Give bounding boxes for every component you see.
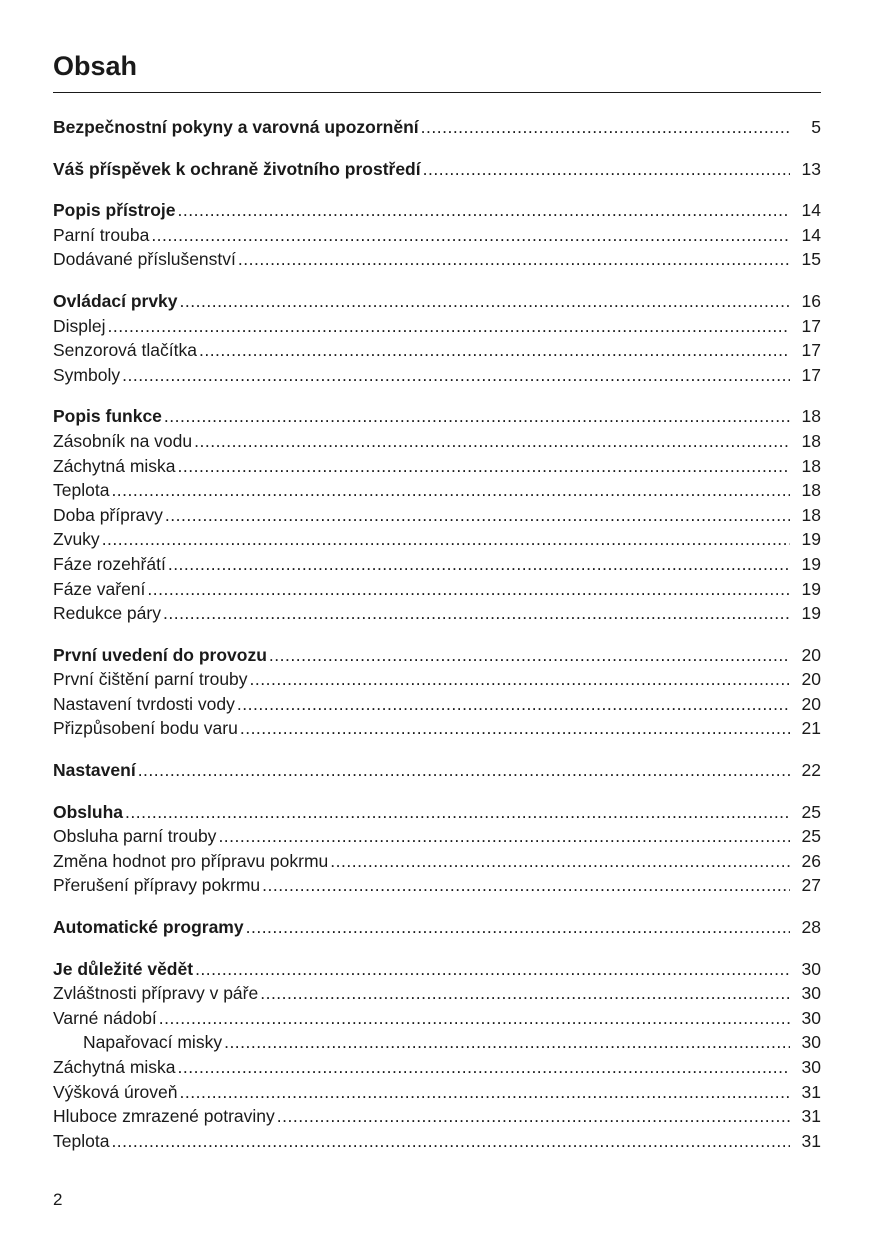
toc-section: [53, 915, 821, 940]
dot-leader: [269, 643, 790, 668]
toc-entry-label: Hluboce zmrazené potraviny: [53, 1106, 275, 1127]
toc-entry[interactable]: [53, 527, 821, 552]
toc-entry-label: Změna hodnot pro přípravu pokrmu: [53, 850, 329, 871]
toc-entry-label: Parní trouba: [53, 224, 150, 245]
toc-entry-page-number: 21: [801, 718, 821, 739]
toc-entry-label: Nastavení tvrdosti vody: [53, 693, 235, 714]
toc-entry-label: Je důležité vědět: [53, 958, 194, 979]
toc-entry-label: První čištění parní trouby: [53, 669, 248, 690]
toc-entry-label: Zvláštnosti přípravy v páře: [53, 983, 259, 1004]
toc-entry-page-number: 22: [801, 760, 821, 781]
toc-entry-label: Teplota: [53, 480, 110, 501]
dot-leader: [125, 800, 790, 825]
toc-entry-label: Doba přípravy: [53, 504, 163, 525]
toc-entry-label: Popis funkce: [53, 406, 162, 427]
toc-entry[interactable]: [53, 552, 821, 577]
toc-entry-label: Ovládací prvky: [53, 290, 178, 311]
dot-leader: [199, 338, 790, 363]
toc-entry[interactable]: [53, 1129, 821, 1154]
dot-leader: [237, 692, 790, 717]
toc-entry-page-number: 20: [801, 693, 821, 714]
page-title: Obsah: [53, 51, 138, 81]
toc-entry-page-number: 14: [801, 224, 821, 245]
toc-entry-page-number: 18: [801, 455, 821, 476]
toc-entry[interactable]: [53, 454, 821, 479]
toc-entry-label: Obsluha parní trouby: [53, 826, 217, 847]
toc-heading-entry[interactable]: [53, 404, 821, 429]
toc-entry-page-number: 14: [801, 200, 821, 221]
dot-leader: [180, 289, 790, 314]
toc-entry-label: Přerušení přípravy pokrmu: [53, 875, 261, 896]
toc-entry[interactable]: [53, 1006, 821, 1031]
toc-entry-label: Nastavení: [53, 760, 136, 781]
toc-entry-page-number: 19: [801, 578, 821, 599]
toc-entry-label: Teplota: [53, 1130, 110, 1151]
toc-entry[interactable]: [53, 716, 821, 741]
toc-entry-page-number: 30: [801, 1057, 821, 1077]
toc-entry-page-number: 18: [801, 430, 821, 451]
dot-leader: [102, 527, 790, 552]
dot-leader: [218, 824, 790, 849]
toc-entry-page-number: 30: [801, 1007, 821, 1028]
toc-heading-entry[interactable]: [53, 643, 821, 668]
toc-entry-page-number: 31: [801, 1081, 821, 1102]
dot-leader: [194, 429, 790, 454]
toc-entry[interactable]: [53, 692, 821, 717]
toc-entry-label: Zásobník na vodu: [53, 430, 193, 451]
toc-entry-label: Obsluha: [53, 801, 124, 822]
dot-leader: [330, 849, 790, 874]
dot-leader: [108, 314, 790, 339]
toc-section: [53, 289, 821, 387]
toc-entry[interactable]: [53, 824, 821, 849]
toc-entry-page-number: 17: [801, 340, 821, 361]
toc-entry-page-number: 18: [801, 480, 821, 501]
dot-leader: [260, 981, 790, 1006]
toc-entry-page-number: 27: [801, 875, 821, 896]
toc-entry-label: Senzorová tlačítka: [53, 340, 197, 361]
toc-section: [53, 404, 821, 625]
toc-entry-page-number: 31: [801, 1130, 821, 1151]
toc-entry[interactable]: [53, 503, 821, 528]
dot-leader: [180, 1080, 790, 1105]
dot-leader: [138, 758, 790, 783]
toc-entry-label: Váš příspěvek k ochraně životního prostředí: [53, 158, 421, 179]
toc-entry-label: Varné nádobí: [53, 1007, 157, 1028]
dot-leader: [423, 157, 790, 182]
dot-leader: [163, 601, 790, 626]
toc-entry[interactable]: [53, 667, 821, 692]
toc-entry-label: Bezpečnostní pokyny a varovná upozornění: [53, 117, 419, 137]
toc-heading-entry[interactable]: [53, 157, 821, 182]
dot-leader: [224, 1030, 790, 1055]
toc-entry-page-number: 30: [801, 983, 821, 1004]
toc-entry[interactable]: [53, 363, 821, 388]
toc-entry-page-number: 28: [801, 917, 821, 938]
toc-section: [53, 643, 821, 741]
toc-entry[interactable]: [53, 1104, 821, 1129]
dot-leader: [421, 115, 790, 140]
toc-entry-label: Redukce páry: [53, 603, 161, 624]
dot-leader: [164, 404, 790, 429]
dot-leader: [178, 1055, 790, 1080]
toc-section: [53, 957, 821, 1154]
dot-leader: [168, 552, 790, 577]
toc-entry[interactable]: [53, 1055, 821, 1080]
toc-entry-page-number: 19: [801, 529, 821, 550]
toc-entry-label: Přizpůsobení bodu varu: [53, 718, 238, 739]
dot-leader: [178, 198, 790, 223]
toc-heading-entry[interactable]: [53, 800, 821, 825]
toc-entry-page-number: 16: [801, 290, 821, 311]
toc-entry-label: Napařovací misky: [83, 1032, 223, 1053]
toc-entry[interactable]: [53, 338, 821, 363]
toc-entry-page-number: 15: [801, 249, 821, 270]
toc-heading-entry[interactable]: [53, 758, 821, 783]
dot-leader: [246, 915, 790, 940]
toc-entry-label: Zvuky: [53, 529, 100, 550]
toc-entry-page-number: 30: [801, 958, 821, 979]
toc-entry-label: Symboly: [53, 364, 121, 385]
dot-leader: [262, 873, 790, 898]
toc-entry-page-number: 5: [811, 117, 821, 137]
dot-leader: [250, 667, 790, 692]
toc-entry-page-number: 20: [801, 669, 821, 690]
dot-leader: [151, 223, 790, 248]
toc-section: [53, 800, 821, 898]
toc-entry-label: Výšková úroveň: [53, 1081, 178, 1102]
toc-section: [53, 758, 821, 783]
table-of-contents: [53, 115, 821, 1170]
toc-section: [53, 198, 821, 272]
toc-entry-label: Dodávané příslušenství: [53, 249, 236, 270]
toc-entry-page-number: 30: [801, 1032, 821, 1053]
toc-heading-entry[interactable]: [53, 289, 821, 314]
toc-entry-label: Displej: [53, 315, 106, 336]
toc-entry-page-number: 17: [801, 315, 821, 336]
toc-entry[interactable]: [53, 873, 821, 898]
dot-leader: [122, 363, 790, 388]
toc-section: [53, 115, 821, 140]
toc-heading-entry[interactable]: [53, 957, 821, 982]
toc-section: [53, 157, 821, 182]
toc-entry[interactable]: [53, 223, 821, 248]
dot-leader: [165, 503, 790, 528]
toc-entry-label: Fáze rozehřátí: [53, 553, 166, 574]
toc-entry-page-number: 19: [801, 603, 821, 624]
dot-leader: [147, 577, 790, 602]
toc-entry-page-number: 31: [801, 1106, 821, 1127]
toc-entry-label: První uvedení do provozu: [53, 644, 267, 665]
dot-leader: [111, 1129, 790, 1154]
toc-entry-label: Popis přístroje: [53, 200, 176, 221]
toc-entry[interactable]: [53, 849, 821, 874]
toc-entry[interactable]: [53, 478, 821, 503]
toc-entry[interactable]: [53, 1030, 821, 1055]
dot-leader: [277, 1104, 790, 1129]
toc-entry[interactable]: [53, 429, 821, 454]
toc-entry[interactable]: [53, 314, 821, 339]
dot-leader: [178, 454, 790, 479]
toc-heading-entry[interactable]: [53, 915, 821, 940]
toc-entry-label: Fáze vaření: [53, 578, 146, 599]
toc-entry-page-number: 25: [801, 801, 821, 822]
toc-entry-page-number: 25: [801, 826, 821, 847]
toc-entry[interactable]: [53, 1080, 821, 1105]
dot-leader: [238, 247, 790, 272]
page-number: 2: [53, 1190, 63, 1209]
toc-entry-page-number: 18: [801, 504, 821, 525]
toc-entry-page-number: 17: [801, 364, 821, 385]
toc-entry[interactable]: [53, 981, 821, 1006]
dot-leader: [159, 1006, 790, 1031]
toc-entry-page-number: 19: [801, 553, 821, 574]
dot-leader: [195, 957, 790, 982]
toc-entry-page-number: 26: [801, 850, 821, 871]
toc-entry-label: Automatické programy: [53, 917, 244, 938]
dot-leader: [111, 478, 790, 503]
toc-entry[interactable]: [53, 247, 821, 272]
toc-entry-page-number: 13: [801, 158, 821, 179]
title-divider: [53, 92, 821, 93]
toc-entry-page-number: 20: [801, 644, 821, 665]
toc-entry-label: Záchytná miska: [53, 1057, 176, 1077]
toc-entry-page-number: 18: [801, 406, 821, 427]
dot-leader: [240, 716, 790, 741]
toc-entry-label: Záchytná miska: [53, 455, 176, 476]
toc-entry[interactable]: [53, 577, 821, 602]
toc-heading-entry[interactable]: [53, 198, 821, 223]
toc-entry[interactable]: [53, 601, 821, 626]
toc-heading-entry[interactable]: [53, 115, 821, 140]
